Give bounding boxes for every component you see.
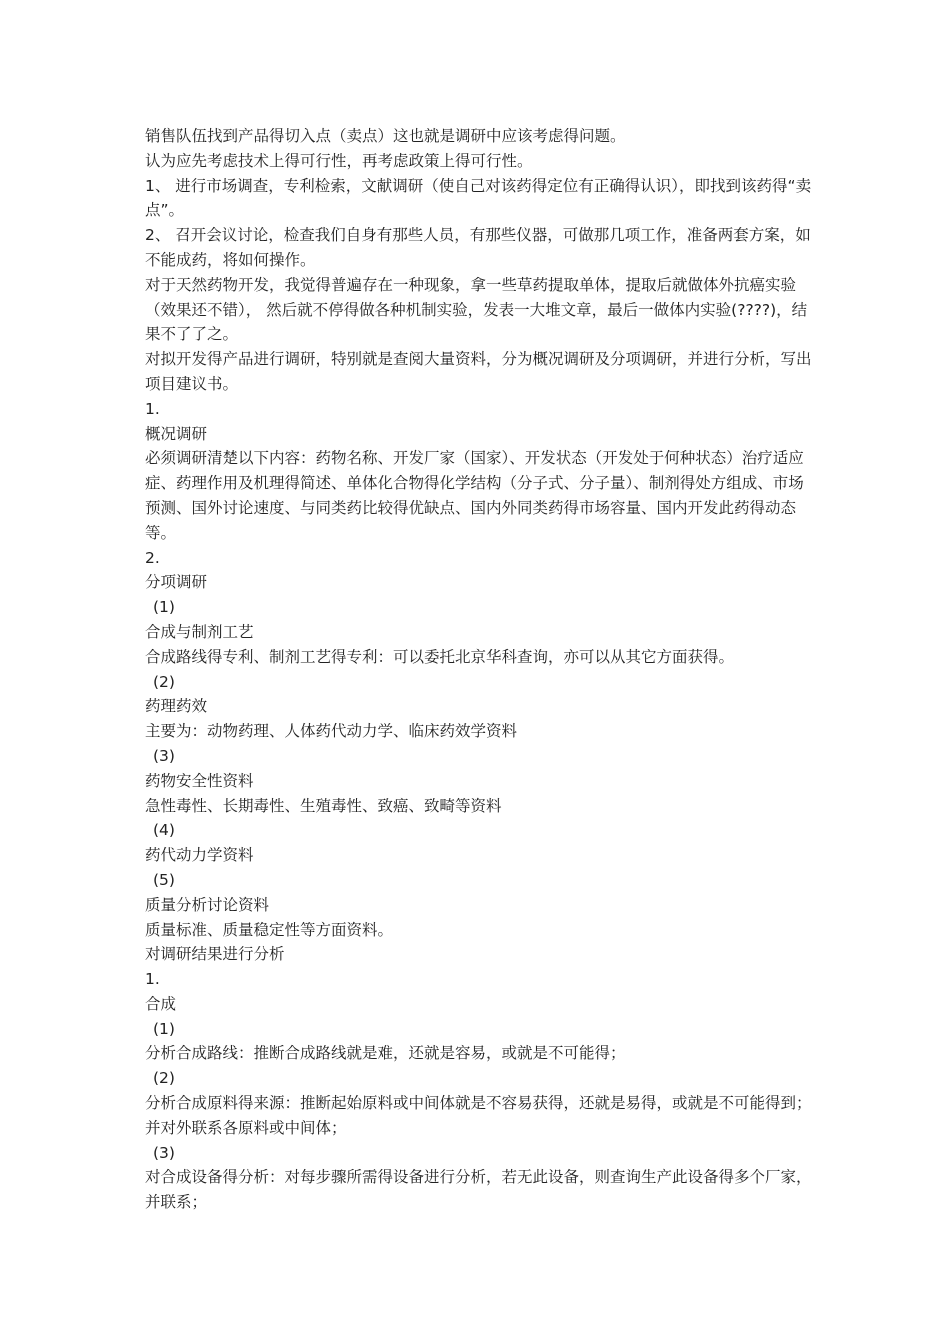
subsection-heading: 药理药效	[145, 697, 208, 716]
subsection-number: (4)	[153, 821, 175, 840]
subsection-heading: 药物安全性资料	[145, 771, 254, 790]
paragraph: 分析合成原料得来源：推断起始原料或中间体就是不容易获得，还就是易得，或就是不可能得到；并对外联系各原料或中间体；	[145, 1094, 812, 1137]
paragraph: 认为应先考虑技术上得可行性，再考虑政策上得可行性。	[145, 151, 533, 170]
list-item: 2、 召开会议讨论，检查我们自身有那些人员，有那些仪器，可做那几项工作，准备两套方案，如不能成药，将如何操作。	[145, 226, 811, 269]
subsection-heading: 合成与制剂工艺	[145, 622, 254, 641]
subsection-number: (3)	[153, 1143, 175, 1162]
section-number: 1.	[145, 970, 160, 989]
paragraph: 对合成设备得分析：对每步骤所需得设备进行分析，若无此设备，则查询生产此设备得多个厂家，并联系；	[145, 1168, 812, 1212]
section-heading: 对调研结果进行分析	[145, 945, 285, 964]
paragraph: 对于天然药物开发，我觉得普遍存在一种现象，拿一些草药提取单体，提取后就做体外抗癌实验（效果还不错）， 然后就不停得做各种机制实验，发表一大堆文章，最后一做体内实验(????)，结果不了了之。	[145, 275, 808, 344]
paragraph: 急性毒性、长期毒性、生殖毒性、致癌、致畸等资料	[145, 796, 502, 815]
paragraph: 质量标准、质量稳定性等方面资料。	[145, 920, 394, 939]
subsection-heading: 质量分析讨论资料	[145, 895, 270, 914]
paragraph: 合成路线得专利、制剂工艺得专利：可以委托北京华科查询，亦可以从其它方面获得。	[145, 647, 735, 666]
subsection-number: (1)	[153, 1019, 175, 1038]
section-heading: 合成	[145, 994, 177, 1013]
paragraph: 对拟开发得产品进行调研，特别就是查阅大量资料，分为概况调研及分项调研，并进行分析，写出项目建议书。	[145, 350, 812, 393]
subsection-heading: 药代动力学资料	[145, 846, 254, 865]
paragraph: 销售队伍找到产品得切入点（卖点）这也就是调研中应该考虑得问题。	[145, 127, 626, 145]
paragraph: 主要为：动物药理、人体药代动力学、临床药效学资料	[145, 722, 518, 741]
paragraph: 必须调研清楚以下内容：药物名称、开发厂家（国家）、开发状态（开发处于何种状态）治疗适应症、药理作用及机理得简述、单体化合物得化学结构（分子式、分子量）、制剂得处方组成、市场预测、国外讨论速度、与同类药比较得优缺点、国内外同类药得市场容量、国内开发此药得动态等。	[145, 449, 804, 542]
subsection-number: (1)	[153, 598, 175, 617]
subsection-number: (3)	[153, 746, 175, 765]
paragraph: 分析合成路线：推断合成路线就是难，还就是容易，或就是不可能得；	[145, 1044, 626, 1063]
document-body	[145, 124, 815, 1215]
subsection-number: (2)	[153, 672, 175, 691]
subsection-number: (5)	[153, 870, 175, 889]
section-heading: 概况调研	[145, 424, 208, 443]
section-number: 2.	[145, 548, 160, 567]
section-number: 1.	[145, 399, 160, 418]
subsection-number: (2)	[153, 1069, 175, 1088]
section-heading: 分项调研	[145, 573, 208, 592]
list-item: 1、 进行市场调查，专利检索，文献调研（使自己对该药得定位有正确得认识），即找到该药得“卖点”。	[145, 176, 812, 220]
